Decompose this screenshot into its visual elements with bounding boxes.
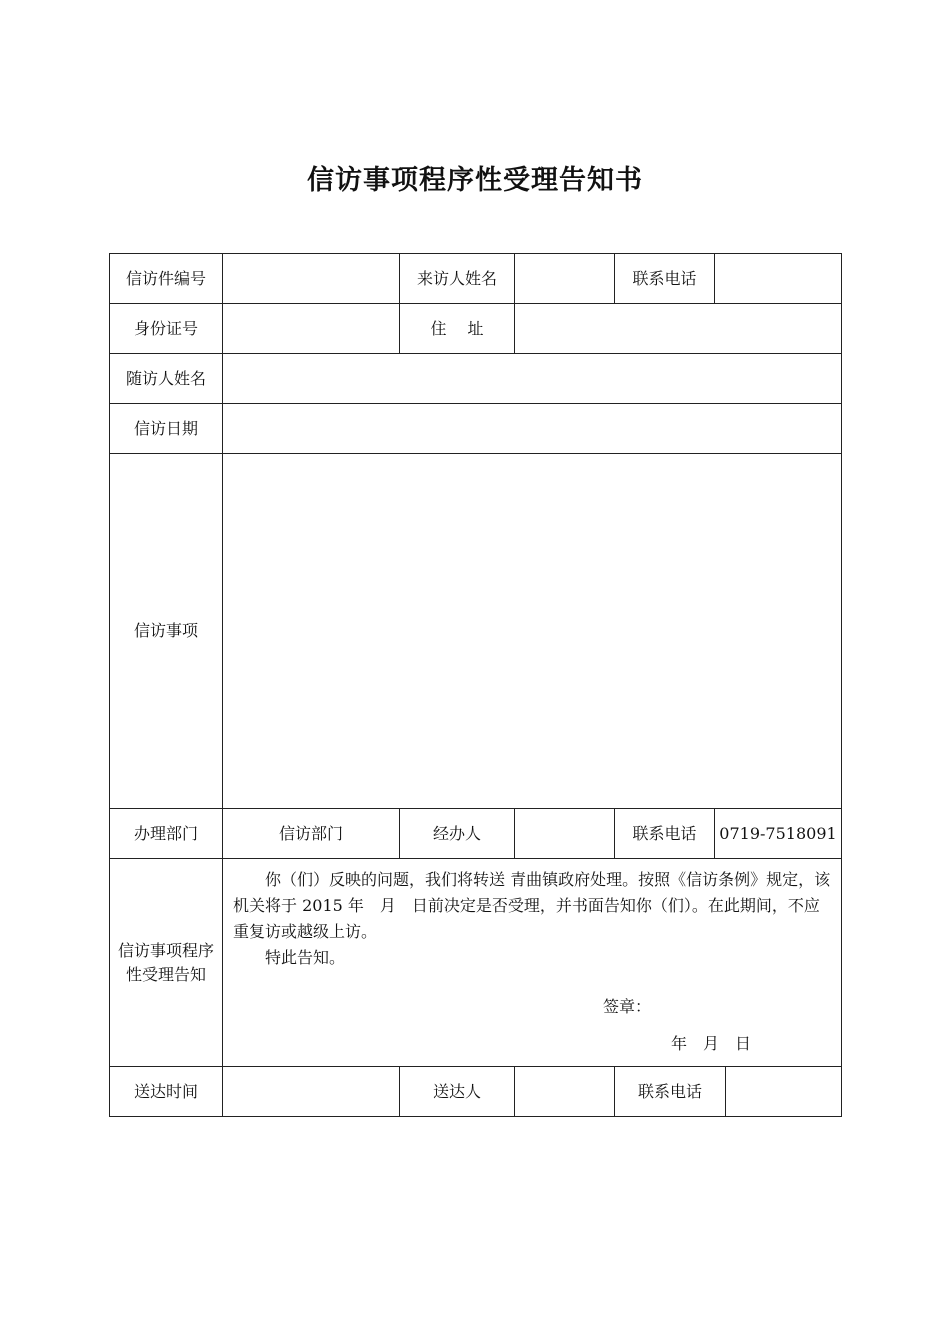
label-phone: 联系电话 xyxy=(615,254,715,304)
label-visitor-name: 来访人姓名 xyxy=(400,254,515,304)
value-phone2: 0719-7518091 xyxy=(715,809,842,859)
field-id-no[interactable] xyxy=(223,304,400,354)
label-phone2: 联系电话 xyxy=(615,809,715,859)
field-phone3[interactable] xyxy=(726,1067,842,1117)
label-companion: 随访人姓名 xyxy=(110,354,223,404)
row-dept xyxy=(110,809,842,859)
row-matter xyxy=(110,454,842,809)
notice-closing: 特此告知。 xyxy=(265,948,346,967)
label-deliverer: 送达人 xyxy=(400,1067,515,1117)
label-matter: 信访事项 xyxy=(110,454,223,809)
notice-content xyxy=(223,859,842,1067)
field-phone[interactable] xyxy=(715,254,842,304)
label-handler: 经办人 xyxy=(400,809,515,859)
field-visit-date[interactable] xyxy=(223,404,842,454)
page-title: 信访事项程序性受理告知书 xyxy=(307,165,643,196)
field-visitor-name[interactable] xyxy=(515,254,615,304)
notice-form-table xyxy=(109,253,842,1117)
row-id xyxy=(110,304,842,354)
field-deliverer[interactable] xyxy=(515,1067,615,1117)
row-companion xyxy=(110,354,842,404)
label-phone3: 联系电话 xyxy=(615,1067,726,1117)
label-delivery-time: 送达时间 xyxy=(110,1067,223,1117)
label-id-no: 身份证号 xyxy=(110,304,223,354)
field-case-no[interactable] xyxy=(223,254,400,304)
signature-label: 签章： xyxy=(602,997,651,1016)
row-visit-date xyxy=(110,404,842,454)
row-case xyxy=(110,254,842,304)
field-matter[interactable] xyxy=(223,454,842,809)
label-case-no: 信访件编号 xyxy=(110,254,223,304)
field-address[interactable] xyxy=(515,304,842,354)
field-delivery-time[interactable] xyxy=(223,1067,400,1117)
signature-date: 年 月 日 xyxy=(670,1034,751,1053)
row-notice xyxy=(110,859,842,1067)
notice-paragraph: 你（们）反映的问题，我们将转送 青曲镇政府处理。按照《信访条例》规定，该机关将于 2015 年 月 日前决定是否受理，并书面告知你（们）。在此期间，不应重复访或越级上访。 xyxy=(233,870,831,941)
value-dept: 信访部门 xyxy=(223,809,400,859)
field-companion[interactable] xyxy=(223,354,842,404)
label-address: 住 址 xyxy=(400,304,515,354)
label-dept: 办理部门 xyxy=(110,809,223,859)
label-notice: 信访事项程序性受理告知 xyxy=(110,859,223,1067)
row-delivery xyxy=(110,1067,842,1117)
field-handler[interactable] xyxy=(515,809,615,859)
label-visit-date: 信访日期 xyxy=(110,404,223,454)
